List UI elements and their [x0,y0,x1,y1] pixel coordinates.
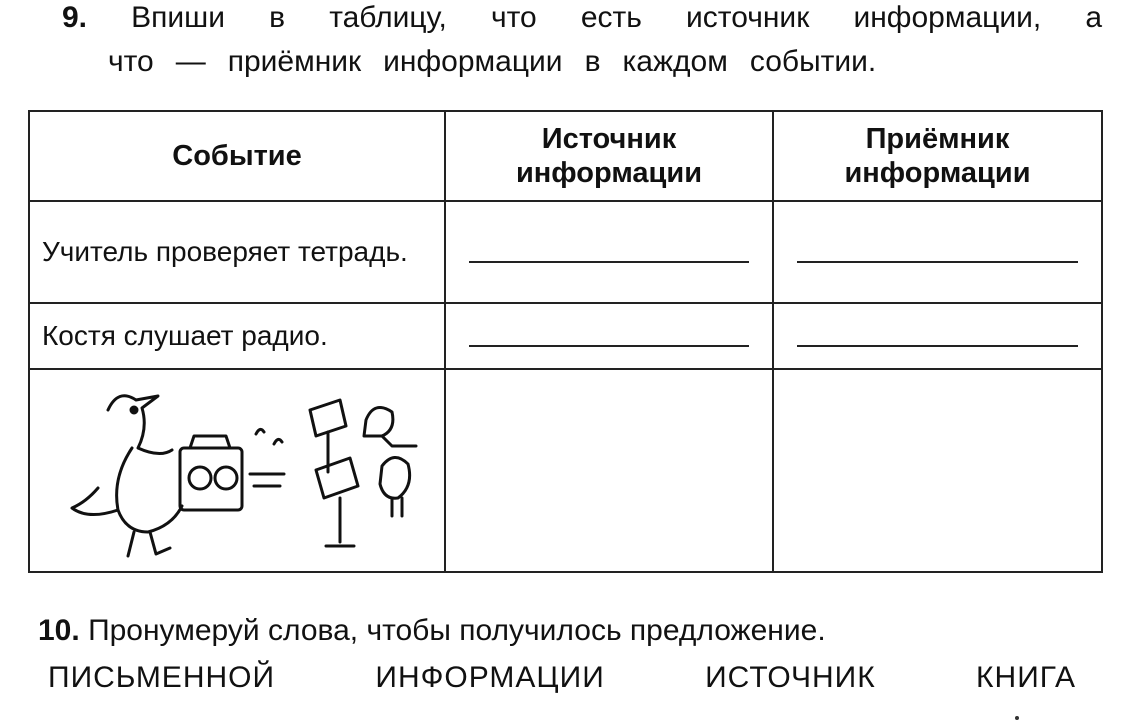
answer-line[interactable] [797,345,1078,347]
answer-line[interactable] [469,261,749,263]
task-9-word: — [175,45,206,78]
word-item[interactable]: ИСТОЧНИК [705,661,876,694]
task-10-instruction [38,612,826,650]
header-word: информации [844,157,1031,189]
task-9-word: таблицу, [329,1,447,34]
answer-line[interactable] [469,345,749,347]
task-9-word: каждом [622,45,728,78]
event-cell: Костя слушает радио. [29,303,445,369]
header-word: информации [515,157,703,189]
task-9-line1-text [62,0,87,36]
word-list [48,660,1076,696]
header-source-text [516,123,702,189]
header-word: Приёмник [865,123,1010,155]
instruction-text: Пронумеруй слова, чтобы получилось предложение. [88,614,826,647]
task-9-word: есть [580,1,642,34]
task-9-line-2 [108,44,1008,80]
header-event: Событие [29,111,445,201]
birds-with-sheet-music-icon [310,400,416,546]
events-table [28,110,1103,573]
task-number: 9. [62,1,88,34]
header-word: Источник [541,123,677,155]
task-9-word: в [584,45,601,78]
task-9-word: а [1085,1,1102,34]
task-9-word: что [108,45,154,78]
header-source [445,111,773,201]
task-9-word: событии. [749,45,877,78]
table-row [29,303,1102,369]
source-answer-cell[interactable] [445,369,773,572]
receiver-answer-cell[interactable] [773,303,1102,369]
task-9-word: источник [686,1,810,34]
stray-dot [1015,716,1019,720]
word-item[interactable]: КНИГА [976,661,1076,694]
word-item[interactable]: ПИСЬМЕННОЙ [48,661,276,694]
header-receiver [773,111,1102,201]
table-row [29,369,1102,572]
task-9-word: информации [383,45,563,78]
table-row [29,201,1102,303]
task-9-word: что [491,1,537,34]
word-item[interactable]: ИНФОРМАЦИИ [375,661,605,694]
task-9-line-1 [62,0,1102,36]
bird-with-radio-icon [72,396,284,556]
task-number: 10. [38,614,80,647]
answer-line[interactable] [797,261,1078,263]
source-answer-cell[interactable] [445,201,773,303]
task-9-word: в [269,1,286,34]
task-9-word: информации, [853,1,1042,34]
task-9-word: приёмник [227,45,362,78]
event-cell: Учитель проверяет тетрадь. [29,201,445,303]
source-answer-cell[interactable] [445,303,773,369]
header-receiver-text [844,123,1030,189]
illustration [30,370,442,566]
receiver-answer-cell[interactable] [773,201,1102,303]
task-9-word: Впиши [131,1,225,34]
receiver-answer-cell[interactable] [773,369,1102,572]
illustration-cell [29,369,445,572]
